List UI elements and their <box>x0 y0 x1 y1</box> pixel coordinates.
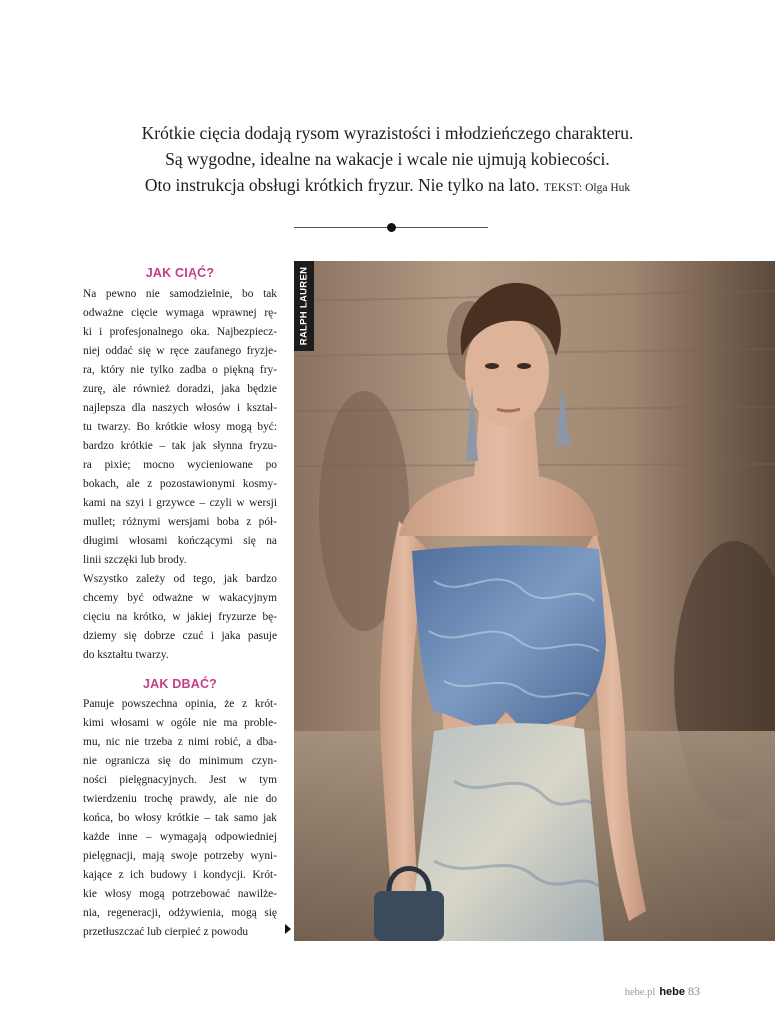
lead-line-1: Krótkie cięcia dodają rysom wyrazistości i młodzieńczego charakteru. <box>141 123 634 143</box>
article-text-cut-line: chcemy być odważne w wakacyjnym <box>83 592 277 604</box>
article-text-cut-line: Wszystko zależy od tego, jak bardzo <box>83 573 277 585</box>
article-text-cut-line: linii szczęki lub brody. <box>83 554 187 566</box>
article-text-cut-line: mullet; różnymi wersjami boba z pół- <box>83 516 277 528</box>
article-text-care-line: kające z ich budowy i kondycji. Krót- <box>83 869 277 881</box>
photo-credit-label <box>294 261 314 351</box>
article-text-care-line: kie włosy mogą potrzebować nawilże- <box>83 888 277 900</box>
article-text-care-line: przetłuszczać lub cierpieć z powodu <box>83 926 249 938</box>
article-text-care-line: nia, regeneracji, odżywienia, mogą się <box>83 907 277 919</box>
article-text-cut-line: odważne cięcie wymaga wprawnej rę- <box>83 307 277 319</box>
article-text-care-line: nie ogranicza się do minimum czyn- <box>83 755 277 767</box>
photo-credit-text: RALPH LAUREN <box>298 266 310 346</box>
article-text-cut-line: ra, który nie tylko zadba o piękną fry- <box>83 364 277 376</box>
article-text-cut-line: ki i profesjonalnego oka. Najbezpiecz- <box>83 326 277 338</box>
article-text-care-line: mu, nic nie trzeba z nimi robić, a dba- <box>83 736 277 748</box>
article-text-care <box>83 695 277 942</box>
article-text-cut-line: najlepsza dla naszych włosów i kształ- <box>83 402 277 414</box>
divider-dot <box>387 223 396 232</box>
article-text-care-line: kimi włosami w ogóle nie ma proble- <box>83 717 277 729</box>
footer-site: hebe.pl <box>624 987 656 998</box>
article-text-care-line: Panuje powszechna opinia, że z krót- <box>83 698 277 710</box>
continue-arrow-icon <box>285 924 291 934</box>
article-text-cut-line: cięciu na krótko, w jakiej fryzurze bę- <box>83 611 277 623</box>
article-text-cut-line: ra pixie; mocno wycieniowane po <box>83 459 277 471</box>
article-text-care-line: każde inne – wymagają odpowiedniej <box>83 831 277 843</box>
article-text-cut-line: tu twarzy. Bo krótkie włosy mogą być: <box>83 421 277 433</box>
lead-line-2: Są wygodne, idealne na wakacje i wcale nie ujmują kobiecości. <box>165 149 610 169</box>
article-text-care-line: końca, bo włosy krótkie – tak samo jak <box>83 812 277 824</box>
article-text-cut-line: bardzo krótkie – tak jak słynna fryzu- <box>83 440 277 452</box>
article-text-cut <box>83 285 277 665</box>
section-heading-care: JAK DBAĆ? <box>142 677 218 691</box>
article-text-cut-line: dziemy się dobrze czuć i jaka pasuje <box>83 630 277 642</box>
article-text-care-line: pielęgnacji, mają swoje potrzeby wyni- <box>83 850 277 862</box>
footer-brand-logo: hebe <box>659 986 685 998</box>
article-text-cut-line: bokach, ale z pozostawionymi kosmy- <box>83 478 277 490</box>
article-text-cut-line: do kształtu twarzy. <box>83 649 169 661</box>
article-text-cut-line: kami na szyi i grzywce – czyli w wersji <box>83 497 277 509</box>
author-credit: TEKST: Olga Huk <box>543 182 631 194</box>
article-text-care-line: ności pielęgnacyjnych. Jest w tym <box>83 774 277 786</box>
page-footer <box>560 984 700 999</box>
article-text-cut-line: zurę, ale również doradzi, jaka będzie <box>83 383 277 395</box>
page-number: 83 <box>688 984 700 998</box>
article-text-care-line: twierdzeniu trochę prawdy, ale nie do <box>83 793 277 805</box>
lead-line-3-text: Oto instrukcja obsługi krótkich fryzur. Nie tylko na lato. <box>144 175 540 195</box>
article-text-cut-line: Na pewno nie samodzielnie, bo tak <box>83 288 277 300</box>
lead-line-3 <box>0 172 775 201</box>
article-text-cut-line: długimi włosami kończącymi się na <box>83 535 277 547</box>
section-heading-cut: JAK CIĄĆ? <box>145 266 215 280</box>
article-text-cut-line: niej oddać się w ręce zaufanego fryzje- <box>83 345 277 357</box>
lead-paragraph <box>0 120 775 201</box>
runway-photo <box>294 261 775 941</box>
